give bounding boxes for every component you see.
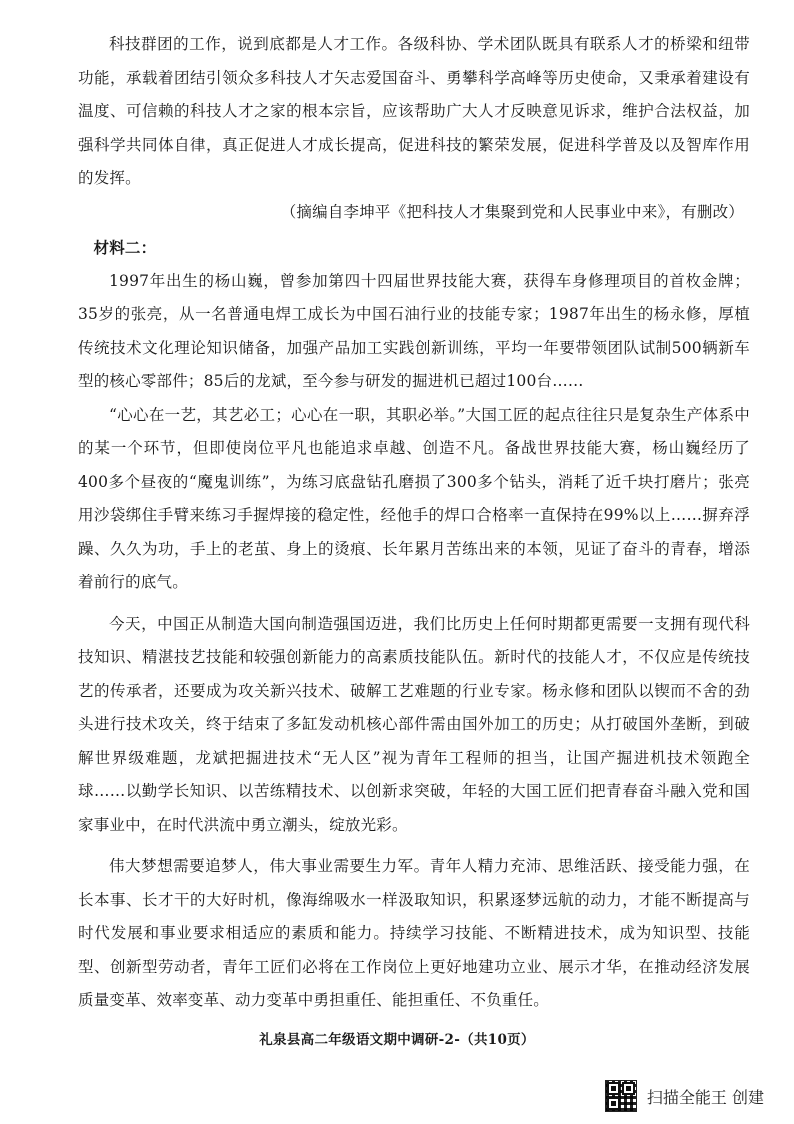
watermark-text: 扫描全能王 创建 [646, 1087, 764, 1107]
page-footer: 礼泉县高二年级语文期中调研-2-（共10页） [259, 1032, 535, 1048]
paragraph-4: 今天，中国正从制造大国向制造强国迈进，我们比历史上任何时期都更需要一支拥有现代科技知识、精湛技艺技能和较强创新能力的高素质技能队伍。新时代的技能人才，不仅应是传统技艺的传承者，还要成为攻关新兴技术、破解工艺难题的行业专家。杨永修和团队以锲而不舍的劲头进行技术攻关，终于结束了多缸发动机核心部件需由国外加工的历史；从打破国外垄断，到破解世界级难题，龙斌把掘进技术“无人区”视为青年工程师的担当，让国产掘进机技术领跑全球……以勤学长知识、以苦练精技术、以创新求突破，年轻的大国工匠们把青春奋斗融入党和国家事业中，在时代洪流中勇立潮头，绽放光彩。 [78, 614, 750, 834]
section-heading-material-2: 材料二： [93, 238, 157, 257]
paragraph-1: 科技群团的工作，说到底都是人才工作。各级科协、学术团队既具有联系人才的桥梁和纽带功能，承载着团结引领众多科技人才矢志爱国奋斗、勇攀科学高峰等历史使命，又秉承着建设有温度、可信赖的科技人才之家的根本宗旨，应该帮助广大人才反映意见诉求，维护合法权益，加强科学共同体自律，真正促进人才成长提高，促进科技的繁荣发展，促进科学普及以及智库作用的发挥。 [78, 35, 750, 187]
scanner-watermark [605, 1080, 764, 1112]
paragraph-2: 1997年出生的杨山巍，曾参加第四十四届世界技能大赛，获得车身修理项目的首枚金牌；35岁的张亮，从一名普通电焊工成长为中国石油行业的技能专家；1987年出生的杨永修，厚植传统技术文化理论知识储备，加强产品加工实践创新训练，平均一年要带领团队试制500辆新车型的核心零部件；85后的龙斌，至今参与研发的掘进机已超过100台…… [78, 271, 750, 390]
paragraph-5: 伟大梦想需要追梦人，伟大事业需要生力军。青年人精力充沛、思维活跃、接受能力强，在长本事、长才干的大好时机，像海绵吸水一样汲取知识，积累逐梦远航的动力，才能不断提高与时代发展和事业要求相适应的素质和能力。持续学习技能、不断精进技术，成为知识型、技能型、创新型劳动者，青年工匠们必将在工作岗位上更好地建功立业、展示才华，在推动经济发展质量变革、效率变革、动力变革中勇担重任、能担重任、不负重任。 [78, 857, 750, 1009]
document-body [78, 28, 750, 1018]
source-attribution: （摘编自李坤平《把科技人才集聚到党和人民事业中来》，有删改） [280, 202, 744, 221]
qr-code-icon [605, 1080, 637, 1112]
paragraph-3: “心心在一艺，其艺必工；心心在一职，其职必举。”大国工匠的起点往往只是复杂生产体系中的某一个环节，但即使岗位平凡也能追求卓越、创造不凡。备战世界技能大赛，杨山巍经历了400多个昼夜的“魔鬼训练”，为练习底盘钻孔磨损了300多个钻头，消耗了近千块打磨片；张亮用沙袋绑住手臂来练习手握焊接的稳定性，经他手的焊口合格率一直保持在99%以上……摒弃浮躁、久久为功，手上的老茧、身上的烫痕、长年累月苦练出来的本领，见证了奋斗的青春，增添着前行的底气。 [78, 405, 750, 591]
